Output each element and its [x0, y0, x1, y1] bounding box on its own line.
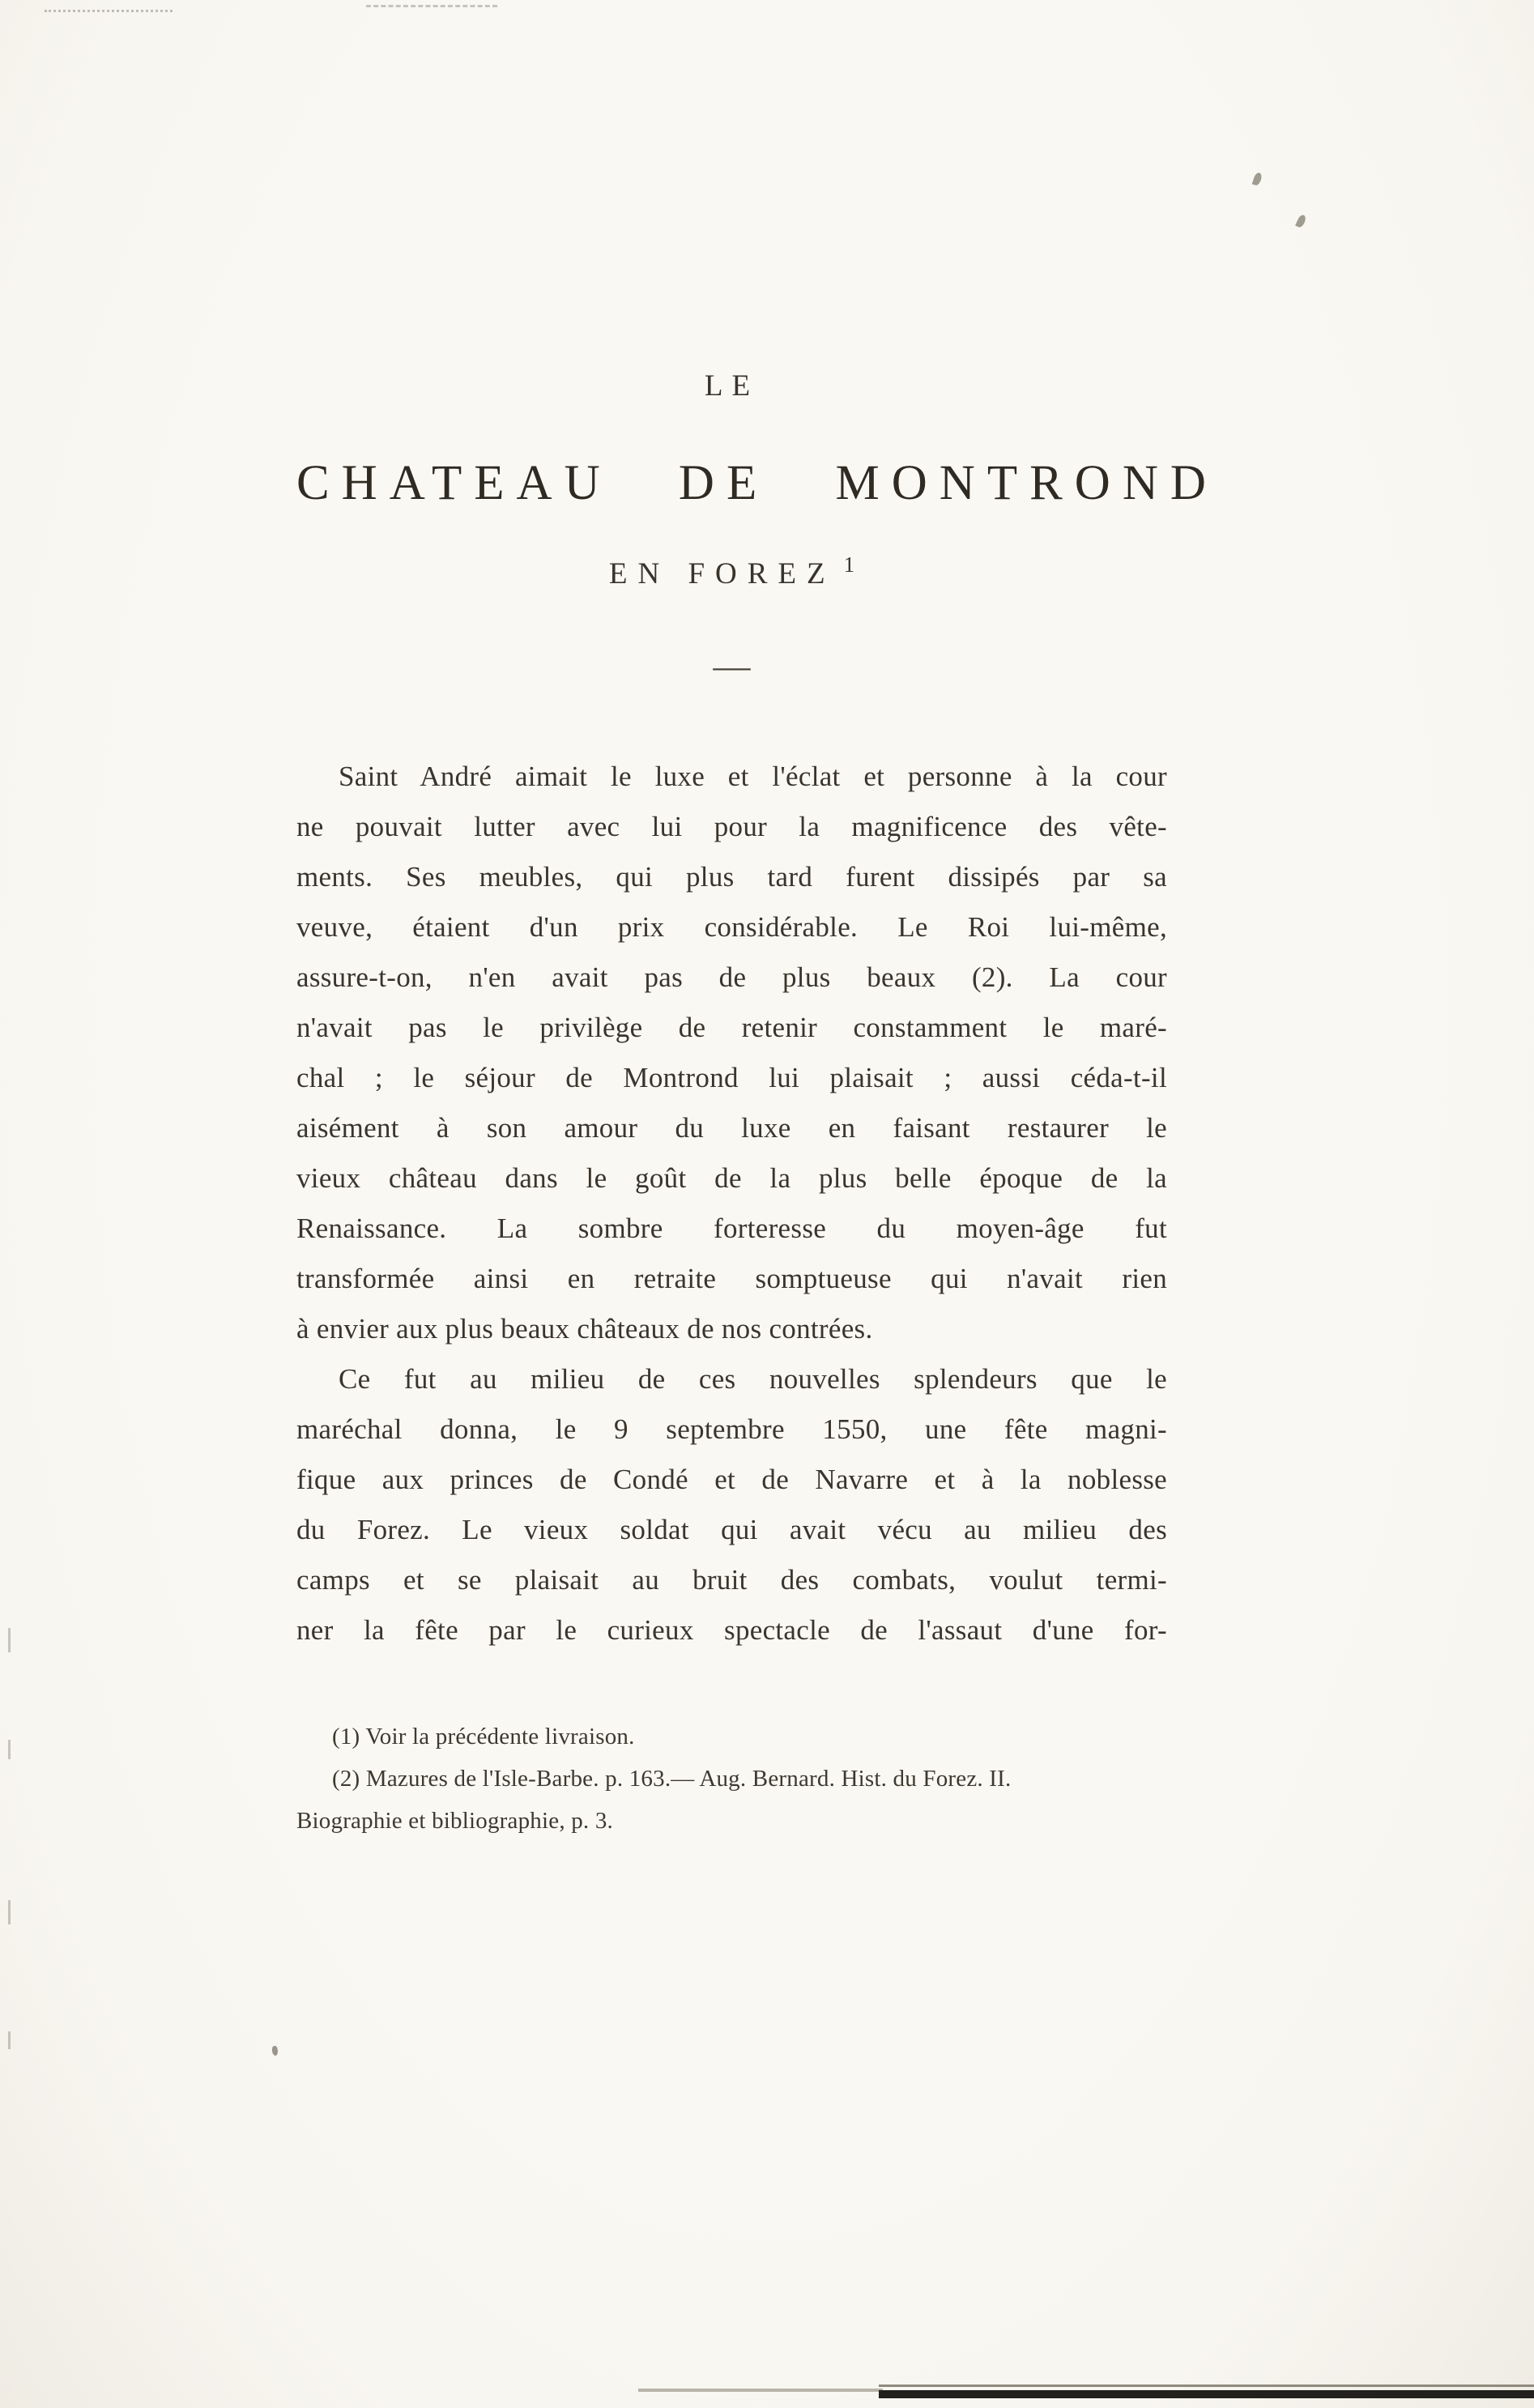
text-line: aisément à son amour du luxe en faisant restaurer le	[296, 1112, 1167, 1144]
text-line: ner la fête par le curieux spectacle de l'assaut d'une for-	[296, 1614, 1167, 1646]
text-line: camps et se plaisait au bruit des combats, voulut termi-	[296, 1564, 1167, 1596]
scan-artifact-bottom-rule-light	[638, 2389, 883, 2392]
scan-artifact-pen-mark	[1252, 172, 1263, 186]
footnote-reference: 1	[843, 552, 855, 577]
section-divider: —	[713, 645, 751, 686]
scan-artifact-bottom-rule-dark	[879, 2390, 1534, 2398]
footnote-line: (1) Voir la précédente livraison.	[332, 1724, 635, 1750]
scan-artifact-margin-tick	[8, 1628, 11, 1652]
scan-artifact-margin-tick	[8, 1900, 11, 1924]
text-line: Renaissance. La sombre forteresse du moyen-âge fut	[296, 1213, 1167, 1244]
footnotes	[296, 1715, 1167, 1842]
text-line: Saint André aimait le luxe et l'éclat et personne à la cour	[339, 761, 1167, 792]
scan-artifact-margin-tick	[8, 1740, 11, 1759]
subtitle	[296, 552, 1167, 591]
footnote-line: (2) Mazures de l'Isle-Barbe. p. 163.— Aug. Bernard. Hist. du Forez. II.	[332, 1766, 1012, 1792]
text-line: à envier aux plus beaux châteaux de nos contrées.	[296, 1313, 873, 1345]
scan-artifact-top-left	[45, 10, 173, 12]
text-line: veuve, étaient d'un prix considérable. Le Roi lui-même,	[296, 911, 1167, 943]
paragraph-1	[296, 752, 1167, 1354]
scan-artifact-pen-mark	[1295, 214, 1307, 228]
text-line: Ce fut au milieu de ces nouvelles splendeurs que le	[339, 1363, 1167, 1395]
scan-artifact-margin-tick	[8, 2031, 11, 2049]
page-title: CHATEAU DE MONTROND	[296, 456, 1218, 510]
body-text	[296, 752, 1167, 1656]
text-line: du Forez. Le vieux soldat qui avait vécu au milieu des	[296, 1514, 1167, 1545]
text-line: vieux château dans le goût de la plus belle époque de la	[296, 1162, 1167, 1194]
page-content	[296, 0, 1218, 1842]
text-line: ne pouvait lutter avec lui pour la magnificence des vête-	[296, 811, 1167, 842]
text-line: ments. Ses meubles, qui plus tard furent dissipés par sa	[296, 861, 1167, 893]
text-line: fique aux princes de Condé et de Navarre et à la noblesse	[296, 1464, 1167, 1495]
subtitle-text: EN FOREZ	[608, 557, 836, 590]
text-line: assure-t-on, n'en avait pas de plus beaux (2). La cour	[296, 961, 1167, 993]
footnote-line: Biographie et bibliographie, p. 3.	[296, 1808, 613, 1834]
text-line: n'avait pas le privilège de retenir constamment le maré-	[296, 1012, 1167, 1043]
text-line: transformée ainsi en retraite somptueuse qui n'avait rien	[296, 1263, 1167, 1294]
text-line: chal ; le séjour de Montrond lui plaisait ; aussi céda-t-il	[296, 1062, 1167, 1093]
paragraph-2	[296, 1354, 1167, 1656]
pretitle: LE	[704, 369, 760, 403]
scan-artifact-ink-spot	[271, 2045, 279, 2056]
text-line: maréchal donna, le 9 septembre 1550, une fête magni-	[296, 1413, 1167, 1445]
